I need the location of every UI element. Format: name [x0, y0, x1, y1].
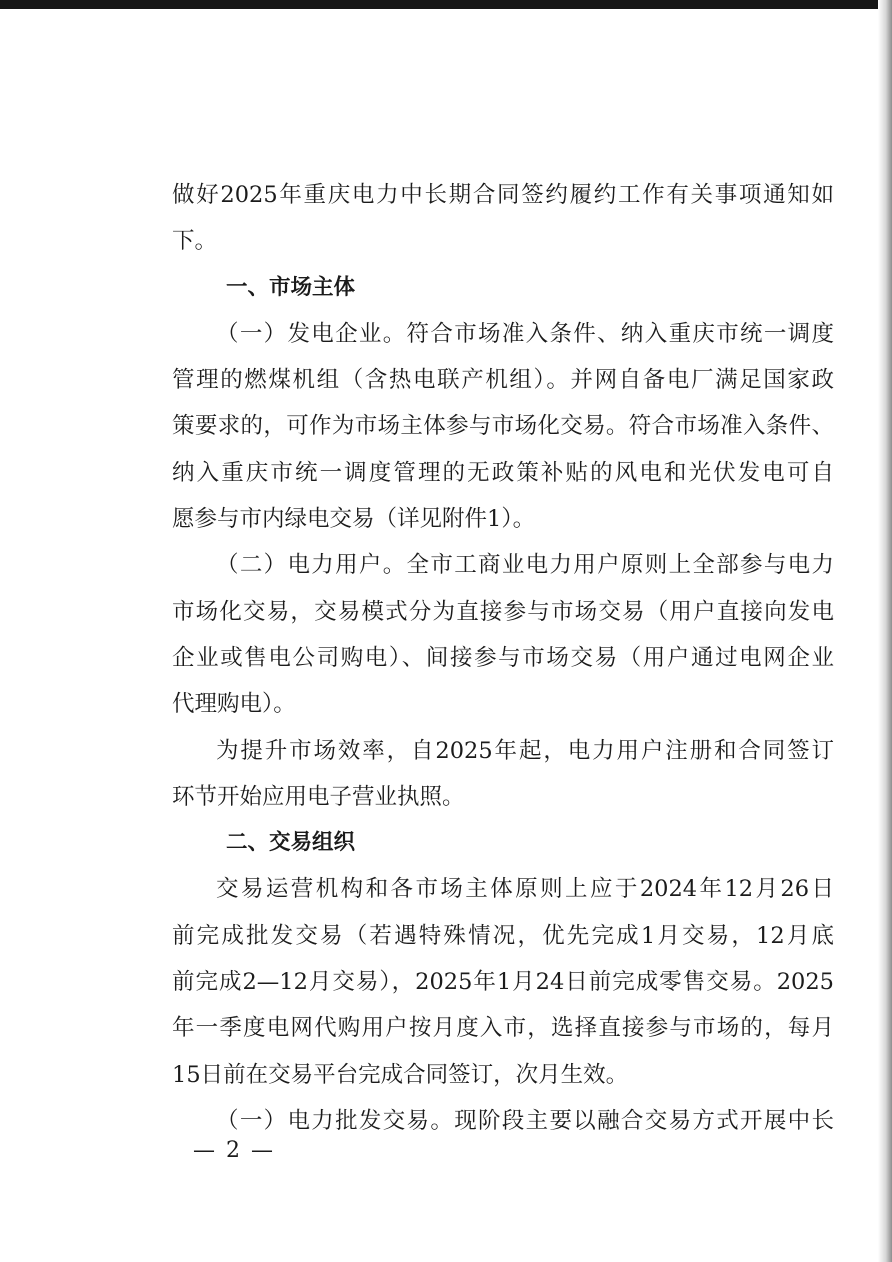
page-number: — 2 —	[193, 1138, 275, 1163]
text-line: 下。	[172, 228, 218, 255]
scan-right-edge	[878, 0, 892, 1262]
scan-top-edge	[0, 0, 892, 9]
text-line: 前完成批发交易（若遇特殊情况，优先完成1月交易，12月底	[172, 922, 834, 949]
text-line: 年一季度电网代购用户按月度入市，选择直接参与市场的，每月	[172, 1015, 834, 1042]
section-heading: 二、交易组织	[226, 830, 356, 856]
text-line: 环节开始应用电子营业执照。	[172, 783, 465, 810]
text-line: （一）电力批发交易。现阶段主要以融合交易方式开展中长	[216, 1107, 834, 1134]
text-line: （二）电力用户。全市工商业电力用户原则上全部参与电力	[216, 552, 834, 579]
text-line: （一）发电企业。符合市场准入条件、纳入重庆市统一调度	[216, 320, 834, 347]
text-line: 企业或售电公司购电）、间接参与市场交易（用户通过电网企业	[172, 644, 834, 671]
document-body	[172, 172, 834, 1144]
text-line: 市场化交易，交易模式分为直接参与市场交易（用户直接向发电	[172, 598, 834, 625]
section-heading: 一、市场主体	[226, 274, 356, 300]
text-line: 策要求的，可作为市场主体参与市场化交易。符合市场准入条件、	[172, 413, 834, 440]
text-line: 15日前在交易平台完成合同签订，次月生效。	[172, 1061, 629, 1088]
text-line: 纳入重庆市统一调度管理的无政策补贴的风电和光伏发电可自	[172, 459, 834, 486]
text-line: 管理的燃煤机组（含热电联产机组）。并网自备电厂满足国家政	[172, 367, 834, 394]
text-line: 代理购电）。	[172, 691, 296, 718]
text-line: 交易运营机构和各市场主体原则上应于2024年12月26日	[216, 876, 834, 903]
text-line: 为提升市场效率，自2025年起，电力用户注册和合同签订	[216, 737, 834, 764]
text-line: 做好2025年重庆电力中长期合同签约履约工作有关事项通知如	[172, 182, 834, 208]
text-line: 前完成2—12月交易），2025年1月24日前完成零售交易。2025	[172, 969, 834, 996]
text-line: 愿参与市内绿电交易（详见附件1）。	[172, 506, 536, 533]
